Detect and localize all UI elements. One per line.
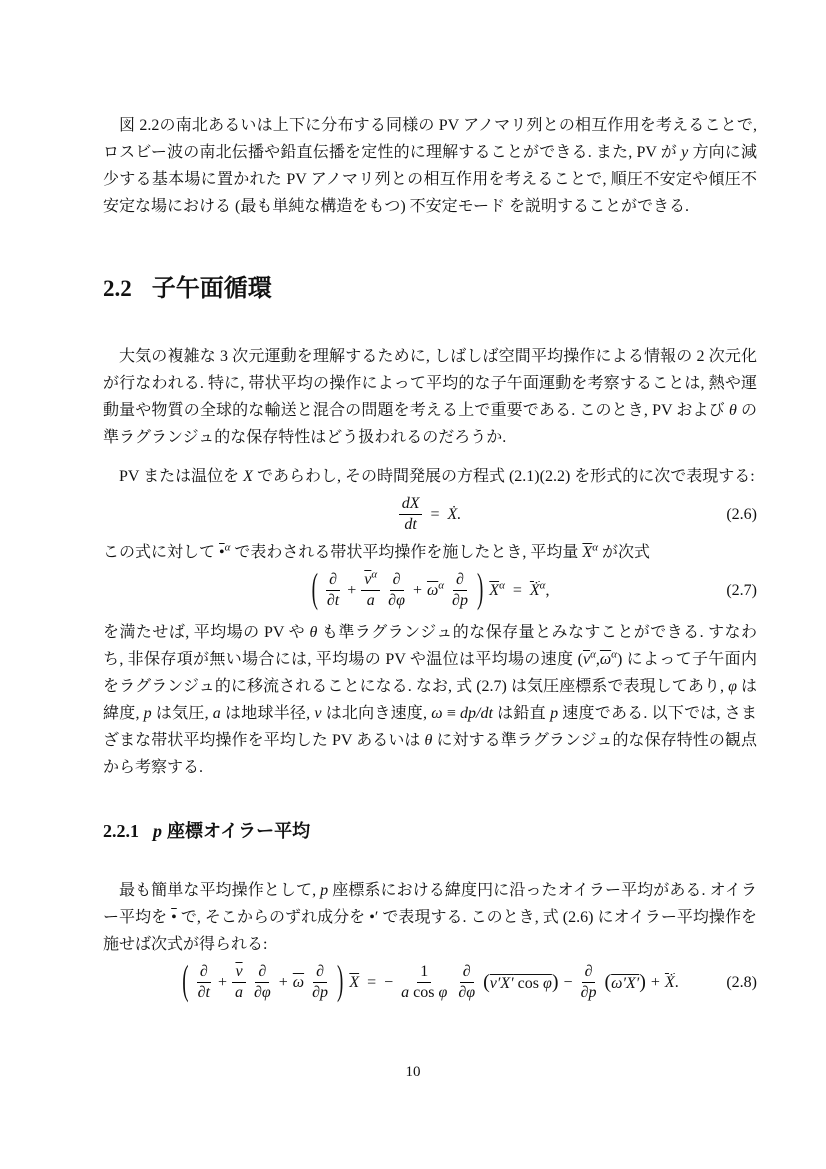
- frac-denominator: ∂φ: [458, 984, 476, 1001]
- omegabar-term: [426, 579, 445, 600]
- paragraph-equation-intro: PV または温位を X であらわし, その時間発展の方程式 (2.1)(2.2) を形式的に次で表現する:: [119, 468, 755, 485]
- fraction-dp: [309, 962, 331, 1003]
- flux-group-1: [483, 971, 558, 994]
- alpha-superscript: α: [438, 579, 445, 592]
- xdotbar: $\overline{Ẋ}$: [664, 973, 675, 991]
- frac-numerator: ∂: [390, 570, 404, 591]
- frac-denominator: ∂t: [197, 984, 210, 1001]
- equals-sign: =: [430, 505, 440, 523]
- fraction-one-over-acos: [398, 962, 450, 1003]
- plus-sign: +: [650, 973, 660, 991]
- xdotbar-term: [529, 579, 550, 600]
- equation-2-6: [103, 494, 757, 535]
- paragraph-zonal-mean-intro: 大気の複雑な 3 次元運動を理解するために, しばしば空間平均操作による情報の 2 次元化が行なわれる. 特に, 帯状平均の操作によって平均的な子午面運動を考察することは, 熱や運動量や物質の全球的な輸送と混合の問題を考える上で重要である. このとき, PV および θ の準ラグランジュ的な保存特性はどう扱われるのだろうか.: [103, 348, 757, 446]
- left-paren: (: [182, 958, 189, 1004]
- frac-denominator: a: [366, 592, 375, 609]
- plus-sign: +: [278, 973, 288, 991]
- alpha-superscript: α: [539, 579, 546, 592]
- equation-number-2-8: (2.8): [726, 973, 757, 991]
- right-paren: ): [551, 971, 559, 993]
- fraction-dt: [324, 570, 342, 611]
- fraction-dp2: [578, 962, 600, 1003]
- fraction-dt: [195, 962, 213, 1003]
- plus-sign: +: [347, 581, 357, 599]
- xbar: $\overline{X}$: [349, 973, 360, 991]
- xdotbar: $\overline{Ẋ}$: [529, 581, 540, 599]
- frac-numerator: dX: [399, 494, 423, 515]
- vbar: $\overline{v}$: [364, 571, 372, 588]
- equation-number-2-7: (2.7): [726, 581, 757, 599]
- fraction-vbar-a: [361, 570, 380, 611]
- equation-2-8-body: [181, 958, 679, 1004]
- frac-numerator: ∂: [326, 570, 340, 591]
- equation-2-6-body: [399, 494, 462, 535]
- vx-flux-overline: v′X′ cos φ: [489, 975, 552, 992]
- xdotbar-term: [665, 974, 679, 992]
- omegabar: $\overline{\omega}$: [426, 581, 439, 599]
- left-paren: (: [604, 971, 612, 993]
- subsection-number: 2.2.1: [103, 821, 139, 841]
- main-content: [103, 112, 757, 1007]
- fraction-dp: [449, 570, 471, 611]
- subsection-heading-2-2-1: [103, 817, 757, 843]
- equals-sign: =: [512, 581, 522, 599]
- frac-denominator: ∂p: [580, 984, 597, 1001]
- equals-sign: =: [367, 973, 377, 991]
- equation-2-7: [103, 566, 757, 612]
- xbar: $\overline{X}$: [489, 581, 500, 599]
- comma: ,: [545, 581, 550, 599]
- frac-numerator: ∂: [255, 962, 269, 983]
- frac-denominator: ∂p: [312, 984, 328, 1001]
- omegax-flux-overline: ω′X′: [611, 975, 640, 992]
- frac-denominator: a: [235, 984, 243, 1001]
- flux-group-2: [604, 971, 645, 994]
- plus-sign: +: [412, 581, 422, 599]
- frac-denominator: dt: [404, 516, 417, 533]
- frac-denominator: ∂φ: [388, 592, 405, 609]
- paragraph-after-eq26: この式に対して •$^\alpha$ で表わされる帯状平均操作を施したとき, 平均量 $\overline{X}^\alpha$ が次式: [103, 541, 650, 561]
- section-number: 2.2: [103, 276, 132, 301]
- frac-numerator: 1: [417, 962, 431, 983]
- paragraph-euler-mean: 最も簡単な平均操作として, p 座標系における緯度円に沿ったオイラー平均がある. オイラー平均を • で, そこからのずれ成分を •′ で表現する. このとき, 式 (2.6) にオイラー平均操作を施せば次式が得られる:: [103, 882, 757, 953]
- vbar-numerator: $\overline{v}$: [232, 962, 245, 983]
- left-paren: (: [311, 566, 318, 612]
- period: .: [674, 973, 679, 991]
- plus-sign: +: [217, 973, 227, 991]
- xdot-term: Ẋ.: [447, 505, 462, 523]
- fraction-dphi: [251, 962, 274, 1003]
- right-paren: ): [337, 958, 344, 1004]
- frac-numerator: [361, 570, 380, 591]
- minus-sign: −: [563, 973, 573, 991]
- frac-denominator: ∂φ: [254, 984, 271, 1001]
- section-title: 子午面循環: [151, 275, 272, 302]
- frac-denominator: a cos φ: [401, 984, 448, 1001]
- fraction-dX-dt: [399, 494, 423, 535]
- equation-2-7-body: [311, 566, 550, 612]
- equation-2-8: [103, 958, 757, 1004]
- paragraph-after-eq27: を満たせば, 平均場の PV や θ も準ラグランジュ的な保存量とみなすことができる. すなわち, 非保存項が無い場合には, 平均場の PV や温位は平均場の速度 $(\overline{v}^\alpha,\overline{\omega}^\alpha)$ によって子午面内をラグランジュ的に移流されることになる. なお, 式 (2.7) は気圧座標系で表現してあり, φ は緯度, p は気圧, a は地球半径, v は北向き速度, ω ≡ dp/dt は鉛直 p 速度である. 以下では, さまざまな帯状平均操作を平均した PV あるいは θ に対する準ラグランジュ的な保存特性の観点から考察する.: [103, 624, 757, 776]
- right-paren: ): [639, 971, 646, 993]
- frac-denominator: ∂p: [452, 592, 468, 609]
- paragraph-pv-anomaly: 図 2.2の南北あるいは上下に分布する同様の PV アノマリ列との相互作用を考えることで, ロスビー波の南北伝播や鉛直伝播を定性的に理解することができる. また, PV が y 方向に減少する基本場に置かれた PV アノマリ列との相互作用を考えることで, 順圧不安定や傾圧不安定な場における (最も単純な構造をもつ) 不安定モード を説明することができる.: [103, 117, 757, 215]
- frac-numerator: ∂: [453, 570, 467, 591]
- fraction-dphi2: [455, 962, 478, 1003]
- frac-numerator: ∂: [197, 962, 211, 983]
- alpha-superscript: α: [371, 568, 378, 581]
- omegabar: $\overline{\omega}$: [292, 973, 305, 991]
- section-heading-2-2: [103, 268, 757, 303]
- fraction-dphi: [385, 570, 408, 611]
- equation-number-2-6: (2.6): [726, 505, 757, 523]
- right-paren: ): [476, 566, 484, 612]
- page-number: 10: [405, 1064, 421, 1080]
- subsection-title: p 座標オイラー平均: [153, 821, 311, 841]
- left-paren: (: [483, 971, 490, 993]
- minus-sign: −: [384, 973, 394, 991]
- frac-numerator: ∂: [313, 962, 327, 983]
- frac-denominator: ∂t: [326, 592, 340, 609]
- alpha-superscript: α: [499, 579, 505, 592]
- xbar-term: [489, 579, 505, 600]
- frac-numerator: ∂: [582, 962, 596, 983]
- frac-numerator: ∂: [460, 962, 474, 983]
- fraction-vbar-a: [232, 962, 246, 1003]
